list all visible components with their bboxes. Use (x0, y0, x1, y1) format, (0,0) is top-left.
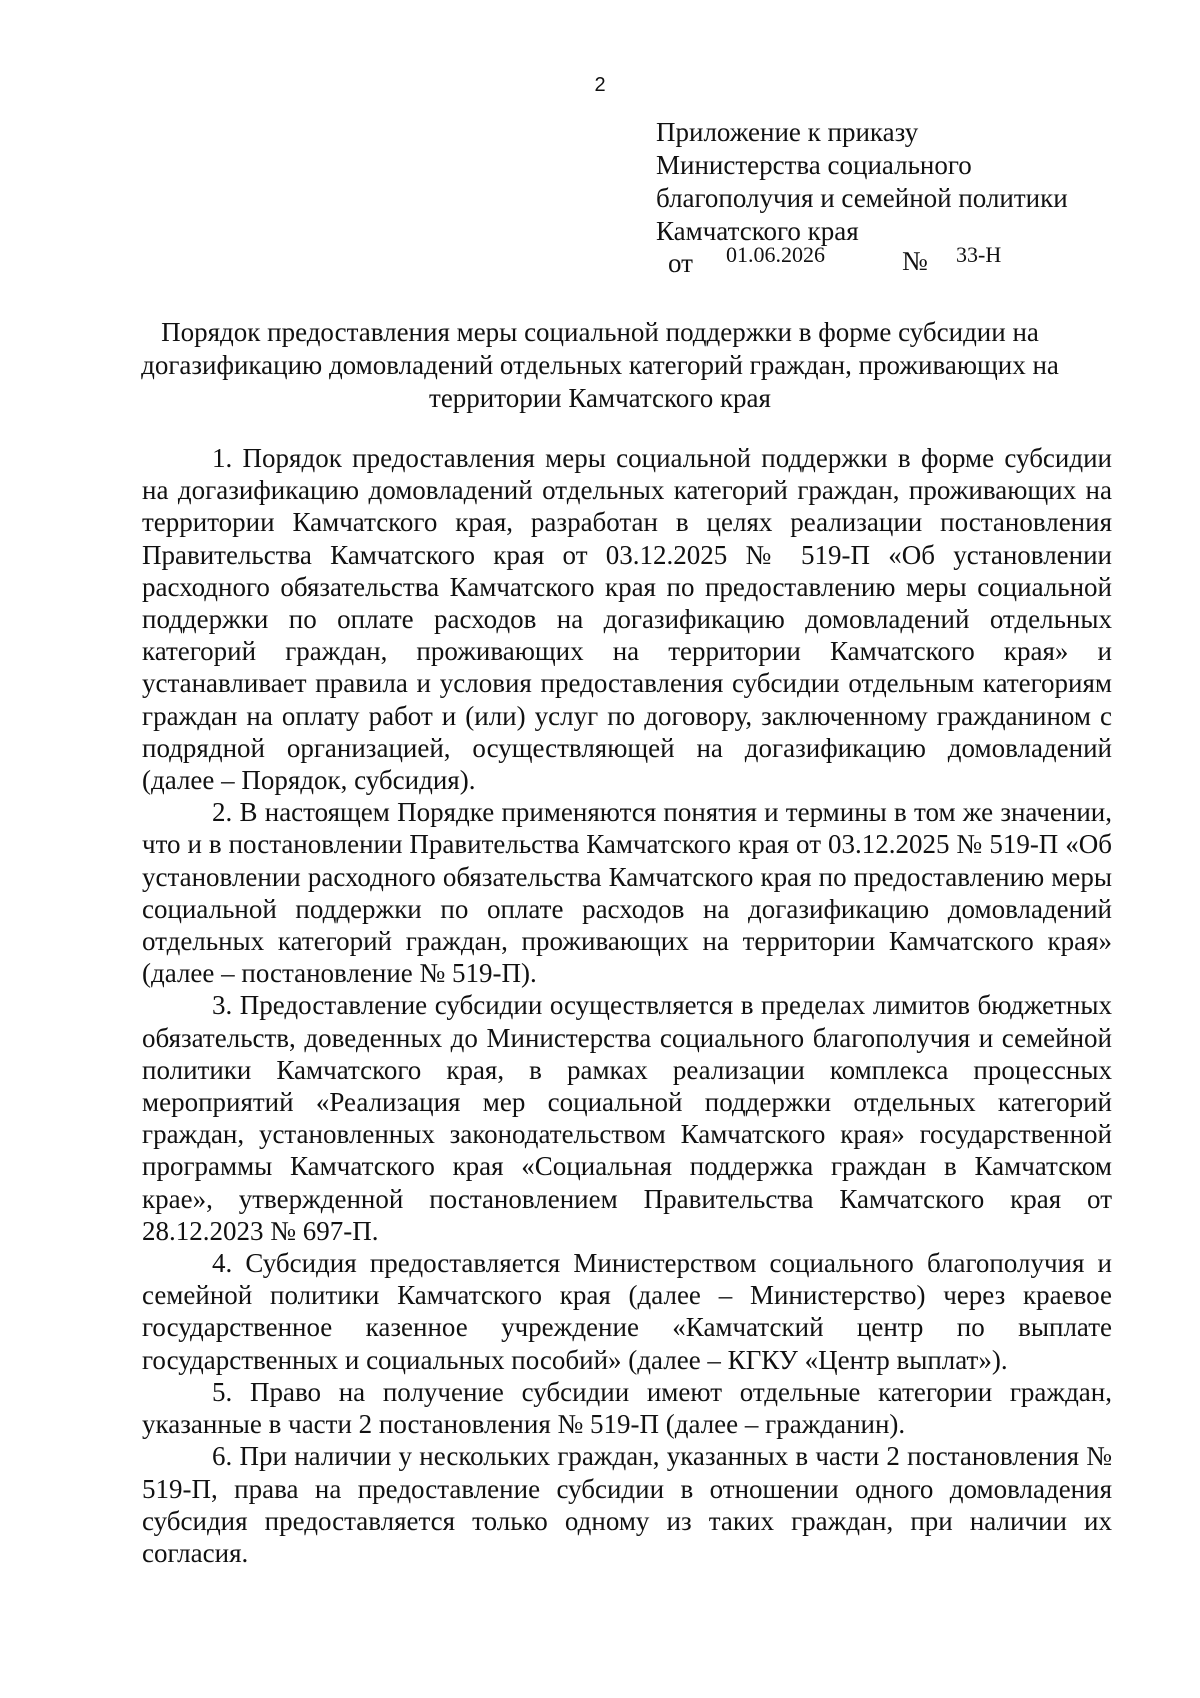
document-body (142, 442, 1112, 1569)
paragraph-3: 3. Предоставление субсидии осуществляется в пределах лимитов бюджетных обязательств, доведенных до Министерства социального благополучия и семейной политики Камчатского края, в рамках реализации комплекса процессных мероприятий «Реализация мер социальной поддержки отдельных категорий граждан, установленных законодательством Камчатского края» государственной программы Камчатского края «Социальная поддержка граждан в Камчатском крае», утвержденной постановлением Правительства Камчатского края от 28.12.2023 № 697-П. (142, 990, 1112, 1246)
order-from-label: от (668, 248, 693, 278)
appendix-line: благополучия и семейной политики (656, 183, 1068, 213)
paragraph-1: 1. Порядок предоставления меры социальной поддержки в форме субсидии на догазификацию домовладений отдельных категорий граждан, проживающих на территории Камчатского края, разработан в целях реализации постановления Правительства Камчатского края от 03.12.2025 № 519-П «Об установлении расходного обязательства Камчатского края по предоставлению меры социальной поддержки по оплате расходов на догазификацию домовладений отдельных категорий граждан, проживающих на территории Камчатского края» и устанавливает правила и условия предоставления субсидии отдельным категориям граждан на оплату работ и (или) услуг по договору, заключенному гражданином с подрядной организацией, осуществляющей на догазификацию домовладений (далее – Порядок, субсидия). (142, 443, 1112, 796)
appendix-header (656, 116, 1176, 248)
document-title: Порядок предоставления меры социальной поддержки в форме субсидии на догазификацию домовладений отдельных категорий граждан, проживающих на территории Камчатского края (141, 317, 1059, 413)
appendix-line: Камчатского края (656, 216, 859, 246)
paragraph-6: 6. При наличии у нескольких граждан, указанных в части 2 постановления № 519-П, права на предоставление субсидии в отношении одного домовладения субсидия предоставляется только одному из таких граждан, при наличии их согласия. (142, 1441, 1112, 1568)
order-number-label: № (902, 246, 928, 276)
order-date: 01.06.2026 (726, 242, 825, 267)
page-number: 2 (594, 74, 606, 96)
paragraph-4: 4. Субсидия предоставляется Министерством социального благополучия и семейной политики Камчатского края (далее – Министерство) через краевое государственное казенное учреждение «Камчатский центр по выплате государственных и социальных пособий» (далее – КГКУ «Центр выплат»). (142, 1248, 1112, 1375)
order-number: 33-Н (956, 242, 1002, 267)
order-reference (668, 242, 1088, 278)
appendix-line: Министерства социального (656, 150, 972, 180)
appendix-line: Приложение к приказу (656, 117, 919, 147)
paragraph-2: 2. В настоящем Порядке применяются понятия и термины в том же значении, что и в постановлении Правительства Камчатского края от 03.12.2025 № 519-П «Об установлении расходного обязательства Камчатского края по предоставлению меры социальной поддержки по оплате расходов на догазификацию домовладений отдельных категорий граждан, проживающих на территории Камчатского края» (далее – постановление № 519-П). (142, 797, 1112, 989)
paragraph-5: 5. Право на получение субсидии имеют отдельные категории граждан, указанные в части 2 постановления № 519-П (далее – гражданин). (142, 1376, 1112, 1440)
